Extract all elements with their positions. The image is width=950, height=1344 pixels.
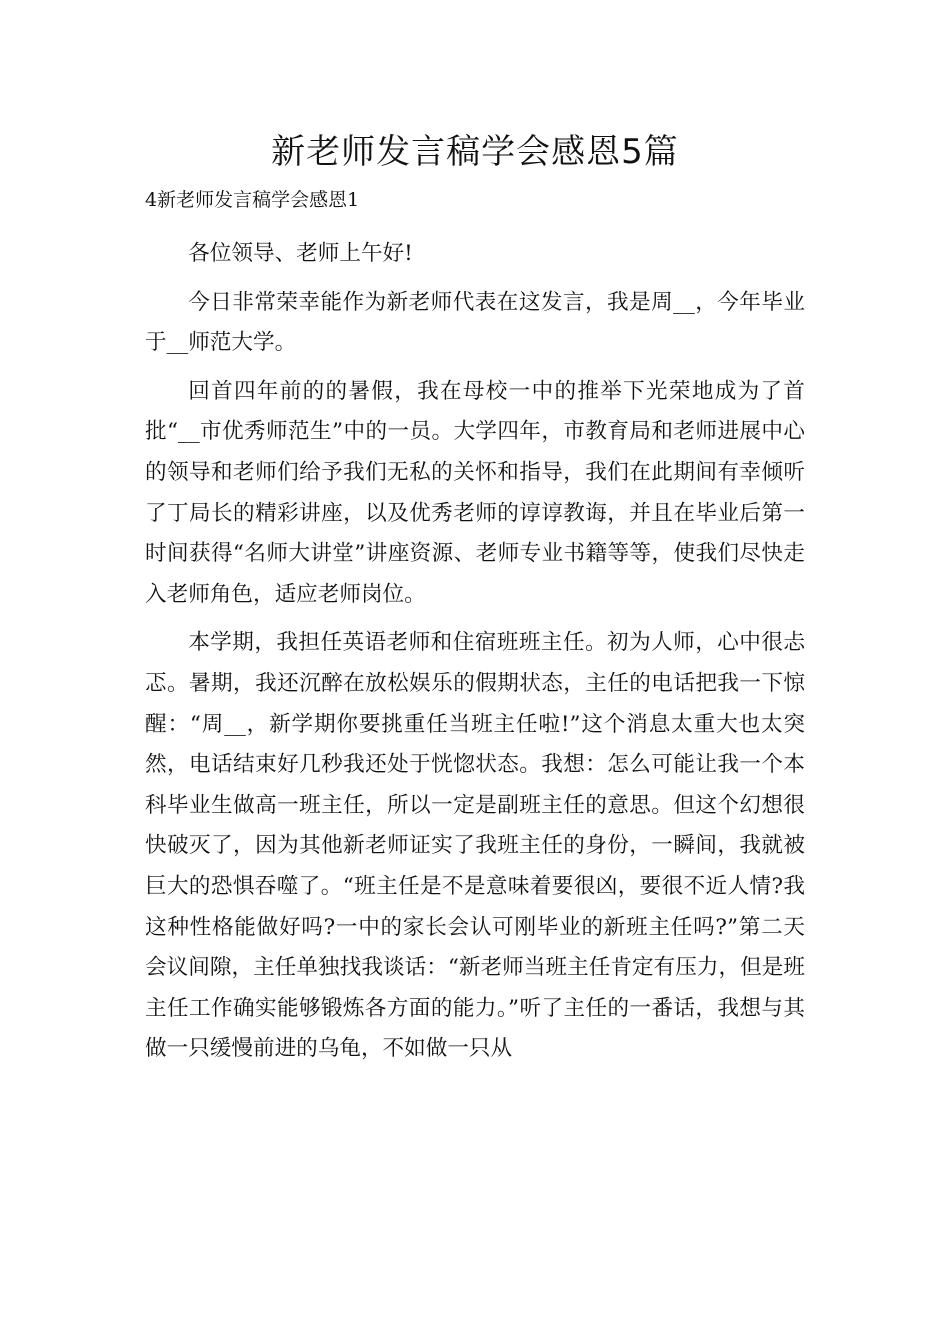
- paragraph: 回首四年前的的暑假，我在母校一中的推举下光荣地成为了首批“__市优秀师范生”中的一员。大学四年，市教育局和老师进展中心的领导和老师们给予我们无私的关怀和指导，我们在此期间有幸倾听了丁局长的精彩讲座，以及优秀老师的谆谆教诲，并且在毕业后第一时间获得“名师大讲堂”讲座资源、老师专业书籍等等，使我们尽快走入老师角色，适应老师岗位。: [145, 378, 805, 607]
- document-body: [145, 234, 805, 1078]
- document-title: 新老师发言稿学会感恩5篇: [271, 132, 679, 172]
- paragraph: 今日非常荣幸能作为新老师代表在这发言，我是周__，今年毕业于__师范大学。: [145, 289, 805, 356]
- document-subtitle: 4新老师发言稿学会感恩1: [145, 189, 360, 211]
- paragraph: 本学期，我担任英语老师和住宿班班主任。初为人师，心中很忐忑。暑期，我还沉醉在放松娱乐的假期状态，主任的电话把我一下惊醒：“周__，新学期你要挑重任当班主任啦!”这个消息太重大也太突然，电话结束好几秒我还处于恍惚状态。我想：怎么可能让我一个本科毕业生做高一班主任，所以一定是副班主任的意思。但这个幻想很快破灭了，因为其他新老师证实了我班主任的身份，一瞬间，我就被巨大的恐惧吞噬了。“班主任是不是意味着要很凶，要很不近人情?我这种性格能做好吗?一中的家长会认可刚毕业的新班主任吗?”第二天会议间隙，主任单独找我谈话：“新老师当班主任肯定有压力，但是班主任工作确实能够锻炼各方面的能力。”听了主任的一番话，我想与其做一只缓慢前进的乌龟，不如做一只从: [145, 630, 805, 1062]
- paragraph: 各位领导、老师上午好!: [188, 241, 413, 266]
